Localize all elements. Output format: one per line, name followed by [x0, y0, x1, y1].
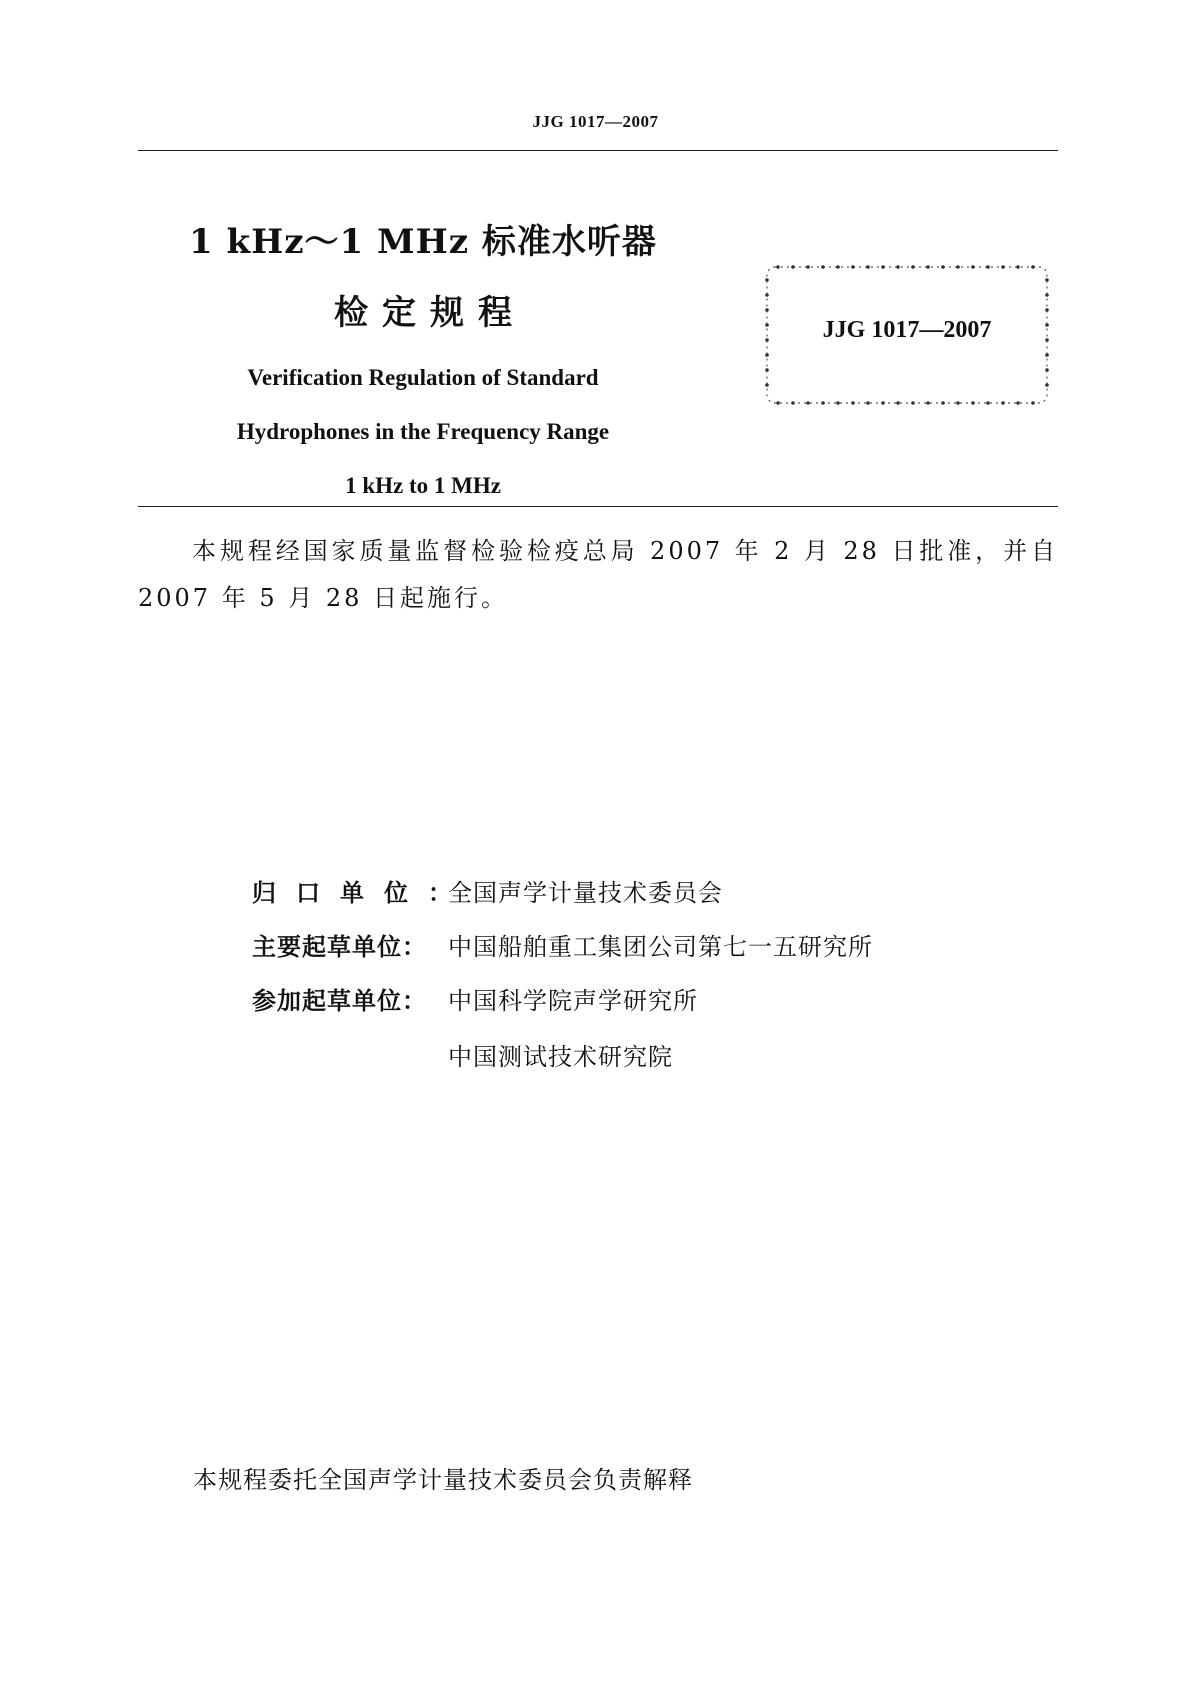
org-value: 全国声学计量技术委员会 — [448, 879, 723, 907]
standard-code-box — [762, 262, 1052, 408]
border-dot — [821, 401, 825, 405]
title-rule — [138, 506, 1058, 507]
title-english-line-2: Hydrophones in the Frequency Range — [236, 419, 610, 444]
border-dot — [851, 401, 855, 405]
border-dot — [791, 401, 795, 405]
border-dot — [776, 401, 780, 405]
title-english-line-3: 1 kHz to 1 MHz — [345, 473, 501, 498]
org-value: 中国科学院声学研究所 — [448, 987, 698, 1015]
border-dot — [1045, 368, 1049, 372]
border-dot — [776, 265, 780, 269]
border-dot — [956, 401, 960, 405]
border-dot — [1016, 265, 1020, 269]
border-dot — [1045, 353, 1049, 357]
border-dot — [1016, 401, 1020, 405]
border-dot — [1045, 278, 1049, 282]
org-label: 参加起草单位： — [252, 987, 427, 1015]
border-dot — [1001, 401, 1005, 405]
border-dot — [765, 383, 769, 387]
border-dot — [851, 265, 855, 269]
border-dot — [1031, 401, 1035, 405]
border-dot — [896, 401, 900, 405]
border-dot — [941, 265, 945, 269]
border-dot — [1045, 308, 1049, 312]
border-dot — [765, 368, 769, 372]
title-english-line-1: Verification Regulation of Standard — [247, 365, 599, 390]
border-dot — [911, 401, 915, 405]
approval-statement: 本规程经国家质量监督检验检疫总局 2007 年 2 月 28 日批准，并自 2007 年 5 月 28 日起施行。 — [138, 537, 1058, 612]
border-dot — [896, 265, 900, 269]
border-dot — [836, 265, 840, 269]
border-dot — [1045, 293, 1049, 297]
border-dot — [1001, 265, 1005, 269]
border-dot — [866, 265, 870, 269]
border-dot — [956, 265, 960, 269]
border-dot — [926, 401, 930, 405]
border-dot — [821, 265, 825, 269]
border-dot — [765, 308, 769, 312]
border-dot — [1031, 265, 1035, 269]
border-dot — [765, 353, 769, 357]
border-dot — [971, 401, 975, 405]
border-dot — [765, 278, 769, 282]
title-chinese-line-1: 1 kHz～1 MHz 标准水听器 — [189, 222, 657, 262]
border-dot — [791, 265, 795, 269]
standard-code: JJG 1017—2007 — [822, 317, 992, 343]
border-dot — [881, 401, 885, 405]
org-label: 主要起草单位： — [252, 933, 427, 961]
border-dot — [911, 265, 915, 269]
running-header-code: JJG 1017—2007 — [532, 112, 659, 131]
org-value: 中国船舶重工集团公司第七一五研究所 — [448, 933, 873, 961]
title-chinese-line-2: 检定规程 — [334, 293, 526, 333]
border-dot — [836, 401, 840, 405]
interpretation-note: 本规程委托全国声学计量技术委员会负责解释 — [193, 1466, 693, 1494]
border-dot — [926, 265, 930, 269]
org-value: 中国测试技术研究院 — [448, 1043, 673, 1071]
border-dot — [1045, 383, 1049, 387]
border-dot — [881, 265, 885, 269]
border-dot — [866, 401, 870, 405]
org-label: 归口单位： — [252, 879, 472, 907]
border-dot — [986, 265, 990, 269]
border-dot — [941, 401, 945, 405]
border-dot — [986, 401, 990, 405]
header-rule — [138, 150, 1058, 151]
border-dot — [806, 265, 810, 269]
border-dot — [765, 293, 769, 297]
border-dot — [806, 401, 810, 405]
border-dot — [971, 265, 975, 269]
